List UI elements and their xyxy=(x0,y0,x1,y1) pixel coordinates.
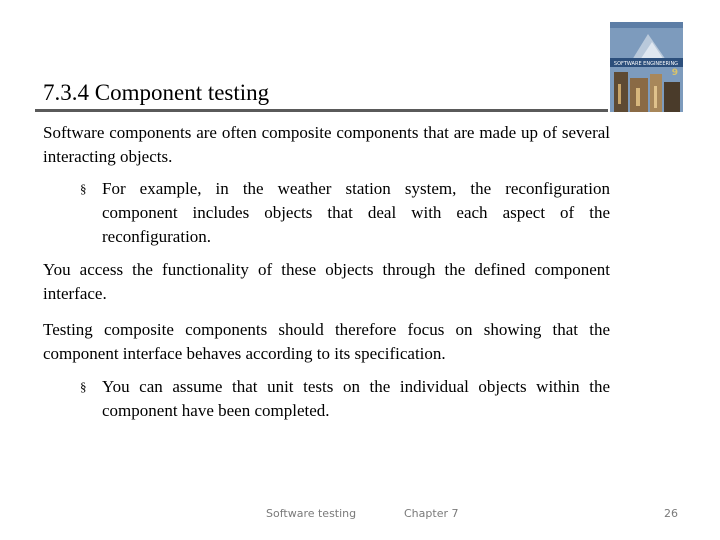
book-cover-graphic xyxy=(610,22,683,112)
bullet-unit-tests-assumption: You can assume that unit tests on the individual objects within the component have been completed. xyxy=(102,377,610,420)
paragraph-testing-focus: Testing composite components should therefore focus on showing that the component interface behaves according to its specification. xyxy=(43,320,610,363)
paragraph-composite-components: Software components are often composite components that are made up of several interacting objects. xyxy=(43,123,610,166)
cover-edition: 9 xyxy=(671,68,678,78)
slide-title: 7.3.4 Component testing xyxy=(43,80,270,105)
page-number: 26 xyxy=(664,507,678,520)
bullet-marker: § xyxy=(80,181,87,196)
bullet-weather-station-example: For example, in the weather station system, the reconfiguration component includes objects that deal with each aspect of the reconfiguration. xyxy=(102,179,610,246)
book-cover-image xyxy=(610,22,683,112)
cover-title: SOFTWARE ENGINEERING xyxy=(613,61,679,67)
footer-chapter: Chapter 7 xyxy=(404,507,459,520)
bullet-marker: § xyxy=(80,379,87,394)
title-divider xyxy=(35,109,608,112)
footer-topic: Software testing xyxy=(266,507,357,520)
paragraph-component-interface: You access the functionality of these objects through the defined component interface. xyxy=(43,260,610,303)
